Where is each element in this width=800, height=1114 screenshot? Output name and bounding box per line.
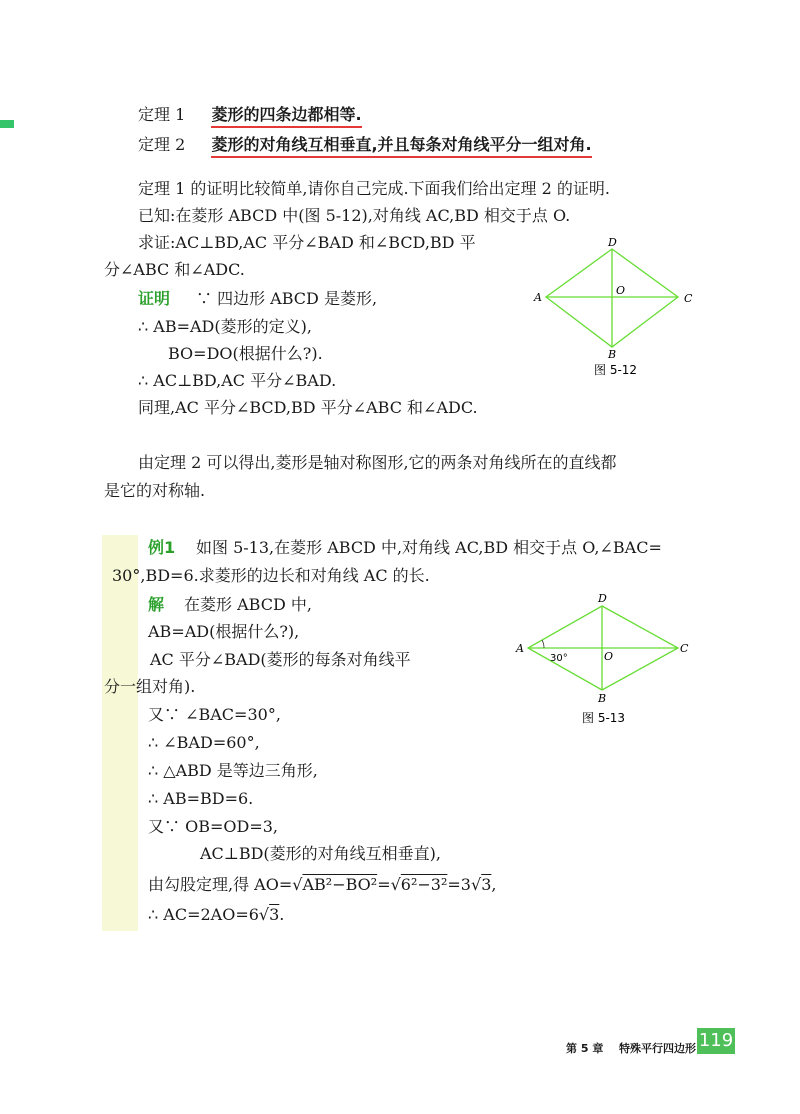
solution-line-6: ∴ ∠BAD=60°, xyxy=(148,733,260,752)
intro-line-1: 定理 1 的证明比较简单,请你自己完成.下面我们给出定理 2 的证明. xyxy=(138,179,610,198)
solution-line-4: 分一组对角). xyxy=(104,677,196,696)
proof-line-5: 同理,AC 平分∠BCD,BD 平分∠ABC 和∠ADC. xyxy=(138,398,478,417)
theorem-1-label: 定理 1 xyxy=(138,105,186,124)
intro-line-3: 求证:AC⊥BD,AC 平分∠BAD 和∠BCD,BD 平 xyxy=(138,233,476,252)
point-a-5-13: A xyxy=(516,642,524,655)
footer-chapter-title: 特殊平行四边形 xyxy=(619,1042,697,1055)
sqrt-sign-1: √ xyxy=(292,875,303,894)
point-b-5-12: B xyxy=(608,348,617,361)
final-prefix: ∴ AC=2AO=6 xyxy=(148,905,259,924)
pythag-radicand-2: 6²−3² xyxy=(400,875,448,894)
pythag-prefix: 由勾股定理,得 AO= xyxy=(148,875,293,894)
solution-line-3: AC 平分∠BAD(菱形的每条对角线平 xyxy=(150,650,411,669)
theorem-2-text: 菱形的对角线互相垂直,并且每条对角线平分一组对角. xyxy=(211,135,591,158)
solution-line-9: 又∵ OB=OD=3, xyxy=(148,817,278,836)
chapter-side-tab xyxy=(0,120,14,128)
conclusion-line-1: 由定理 2 可以得出,菱形是轴对称图形,它的两条对角线所在的直线都 xyxy=(138,453,617,472)
point-c-5-13: C xyxy=(680,642,689,655)
pythagorean-line xyxy=(148,874,496,896)
conclusion-line-2: 是它的对称轴. xyxy=(104,481,206,500)
proof-label: 证明 xyxy=(138,289,171,308)
point-o-5-12: O xyxy=(616,284,626,297)
page-number: 119 xyxy=(697,1028,735,1054)
point-d-5-13: D xyxy=(598,592,607,605)
proof-line-1: ∵ 四边形 ABCD 是菱形, xyxy=(196,289,378,308)
point-c-5-12: C xyxy=(684,292,693,305)
point-o-5-13: O xyxy=(604,650,614,663)
example-problem-line-1: 如图 5-13,在菱形 ABCD 中,对角线 AC,BD 相交于点 O,∠BAC= xyxy=(196,538,662,557)
angle-label-30: 30° xyxy=(550,653,568,664)
caption-5-13: 图 5-13 xyxy=(582,711,626,725)
proof-line-4: ∴ AC⊥BD,AC 平分∠BAD. xyxy=(138,371,337,390)
point-d-5-12: D xyxy=(608,236,617,249)
solution-line-5: 又∵ ∠BAC=30°, xyxy=(148,705,281,724)
solution-line-7: ∴ △ABD 是等边三角形, xyxy=(148,761,318,780)
theorem-2 xyxy=(138,134,592,156)
pythag-radicand-3: 3 xyxy=(481,875,492,894)
solution-label: 解 xyxy=(148,595,165,614)
solution-line-2: AB=AD(根据什么?), xyxy=(148,622,300,641)
point-b-5-13: B xyxy=(598,692,607,705)
example-highlight-bar xyxy=(102,535,138,931)
pythag-mid: = xyxy=(377,875,391,894)
solution-line-10: AC⊥BD(菱形的对角线互相垂直), xyxy=(200,844,442,863)
proof-line-2: ∴ AB=AD(菱形的定义), xyxy=(138,317,312,336)
caption-5-12: 图 5-12 xyxy=(594,363,638,377)
solution-line-8: ∴ AB=BD=6. xyxy=(148,789,254,808)
pythag-radicand-1: AB²−BO² xyxy=(302,875,378,894)
intro-line-4: 分∠ABC 和∠ADC. xyxy=(104,260,245,279)
pythag-end: , xyxy=(491,875,497,894)
final-line xyxy=(148,904,284,926)
intro-line-2: 已知:在菱形 ABCD 中(图 5-12),对角线 AC,BD 相交于点 O. xyxy=(138,206,571,225)
pythag-eq: =3 xyxy=(447,875,471,894)
sqrt-sign-4: √ xyxy=(258,905,270,924)
footer-chapter xyxy=(566,1040,696,1056)
example-problem-line-2: 30°,BD=6.求菱形的边长和对角线 AC 的长. xyxy=(112,566,430,585)
footer-chapter-number: 第 5 章 xyxy=(566,1042,604,1055)
final-radicand: 3 xyxy=(269,905,280,924)
figure-5-12 xyxy=(528,236,704,380)
sqrt-sign-3: √ xyxy=(470,875,482,894)
sqrt-sign-2: √ xyxy=(390,875,401,894)
final-end: . xyxy=(279,905,285,924)
point-a-5-12: A xyxy=(534,291,542,304)
theorem-1 xyxy=(138,104,362,126)
figure-5-13 xyxy=(512,590,702,730)
angle-arc-bac xyxy=(542,640,544,648)
proof-line-3: BO=DO(根据什么?). xyxy=(168,344,323,363)
solution-line-1: 在菱形 ABCD 中, xyxy=(184,595,312,614)
theorem-2-label: 定理 2 xyxy=(138,135,186,154)
theorem-1-text: 菱形的四条边都相等. xyxy=(211,105,361,128)
example-label: 例1 xyxy=(148,538,176,557)
